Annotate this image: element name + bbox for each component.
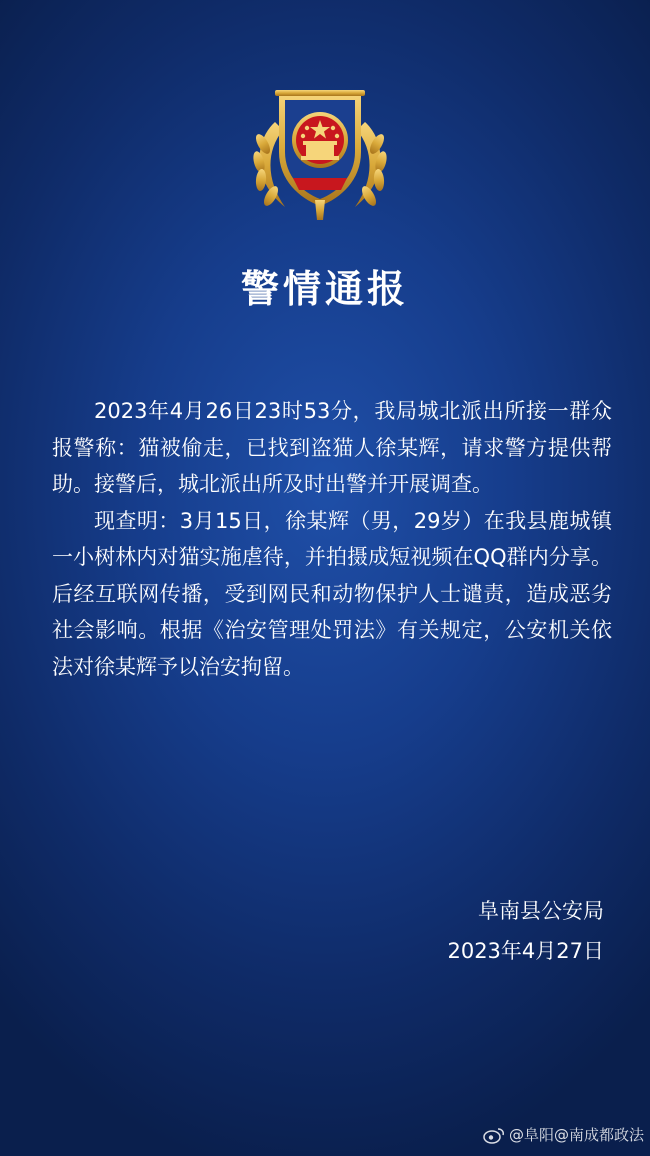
watermark-text: @阜阳@南成都政法 — [508, 1126, 644, 1144]
signature-date: 2023年4月27日 — [447, 939, 604, 963]
weibo-icon — [483, 1126, 505, 1144]
notice-body — [52, 393, 612, 685]
signature-organization: 阜南县公安局 — [478, 899, 604, 923]
police-emblem-icon — [245, 82, 395, 224]
notice-paragraph: 2023年4月26日23时53分，我局城北派出所接一群众报警称：猫被偷走，已找到盗猫人徐某辉，请求警方提供帮助。接警后，城北派出所及时出警并开展调查。 — [52, 399, 612, 496]
notice-paragraph: 现查明：3月15日，徐某辉（男，29岁）在我县鹿城镇一小树林内对猫实施虐待，并拍摄成短视频在QQ群内分享。后经互联网传播，受到网民和动物保护人士谴责，造成恶劣社会影响。根据《治安管理处罚法》有关规定，公安机关依法对徐某辉予以治安拘留。 — [52, 508, 612, 679]
notice-title: 警情通报 — [240, 267, 409, 311]
watermark — [483, 1124, 644, 1145]
